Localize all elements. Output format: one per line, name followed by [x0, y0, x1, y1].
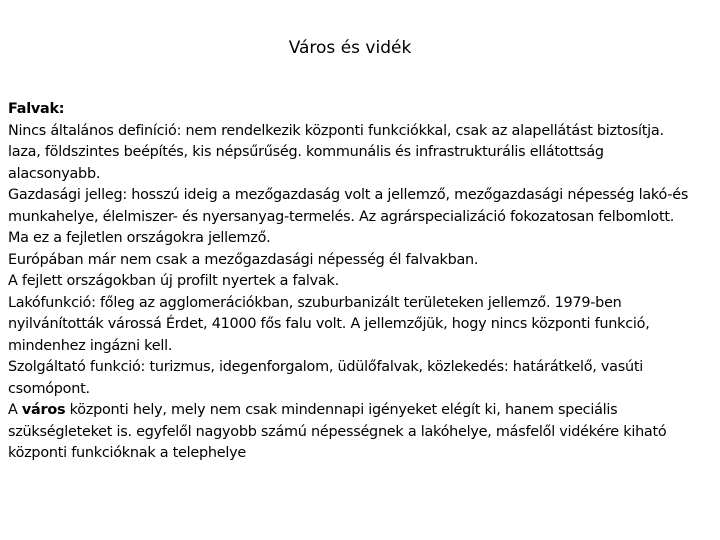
text-line: Szolgáltató funkció: turizmus, idegenforgalom, üdülőfalvak, közlekedés: határátkelő, vasúti: [8, 359, 644, 375]
text-line: alacsonyabb.: [8, 165, 101, 182]
text-line: [8, 400, 712, 422]
section-heading: Falvak:: [8, 101, 65, 117]
text-prefix: A: [8, 402, 22, 418]
text-line: munkahelye, élelmiszer- és nyersanyag-termelés. Az agrárspecializáció fokozatosan felbomlott.: [8, 208, 675, 225]
text-line: központi funkcióknak a telephelye: [8, 445, 246, 461]
text-line: csomópont.: [8, 380, 90, 397]
text-line: laza, földszintes beépítés, kis népsűrűség. kommunális és infrastrukturális ellátottság: [8, 144, 604, 160]
text-line: Európában már nem csak a mezőgazdasági népesség él falvakban.: [8, 251, 479, 268]
slide-title: Város és vidék: [288, 38, 412, 58]
text-line: nyilvánították várossá Érdet, 41000 fős falu volt. A jellemzőjük, hogy nincs központi funkció,: [8, 316, 650, 332]
text-line: Gazdasági jelleg: hosszú ideig a mezőgazdaság volt a jellemző, mezőgazdasági népesség lakó-és: [8, 187, 689, 203]
text-line: mindenhez ingázni kell.: [8, 337, 173, 354]
text-line: Nincs általános definíció: nem rendelkezik központi funkciókkal, csak az alapellátást biztosítja.: [8, 122, 664, 139]
text-line: szükségleteket is. egyfelől nagyobb számú népességnek a lakóhelye, másfelől vidékére kiható: [8, 423, 667, 440]
text-line: Ma ez a fejletlen országokra jellemző.: [8, 230, 271, 246]
text-line: Lakófunkció: főleg az agglomerációkban, szuburbanizált területeken jellemző. 1979-ben: [8, 294, 622, 311]
text-fragment: központi hely, mely nem csak mindennapi igényeket elégít ki, hanem speciális: [69, 402, 618, 418]
bold-term-varos: város: [21, 402, 66, 418]
slide-body: [8, 99, 712, 465]
text-line: A fejlett országokban új profilt nyertek a falvak.: [8, 273, 339, 289]
